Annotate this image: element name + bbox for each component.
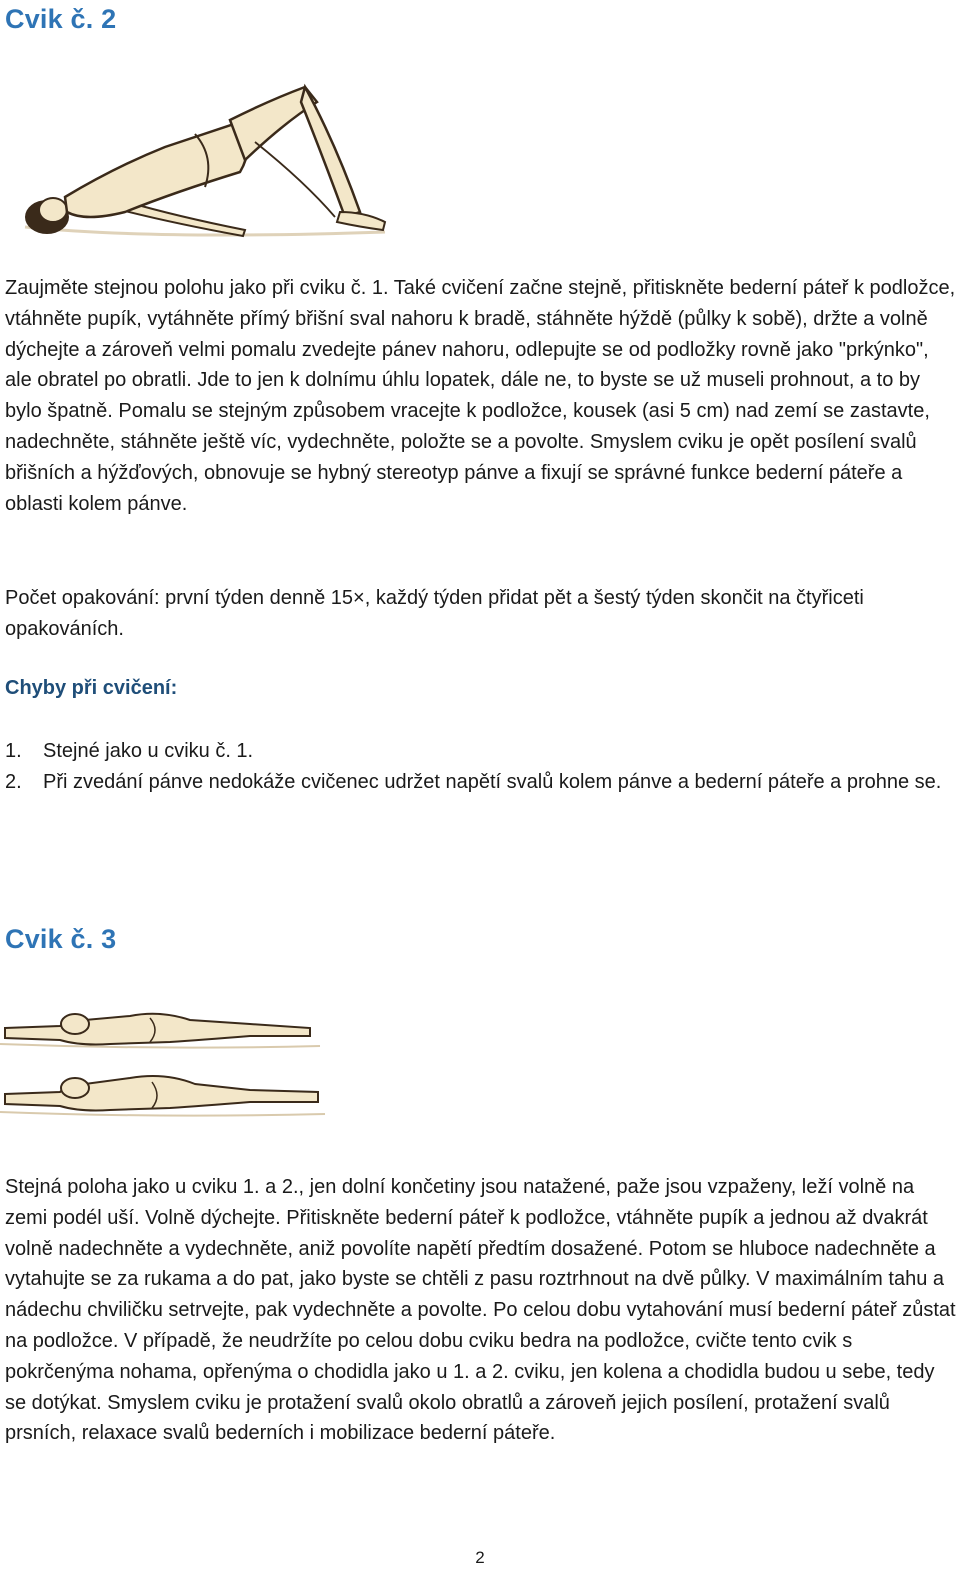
exercise-2-repetitions: Počet opakování: první týden denně 15×, každý týden přidat pět a šestý týden skončit na čtyřiceti opakováních. — [5, 587, 864, 640]
exercise-2-errors-heading: Chyby při cvičení: — [5, 677, 178, 699]
exercise-3-title: Cvik č. 3 — [5, 924, 117, 954]
list-item-number: 1. — [5, 740, 22, 762]
exercise-2-description: Zaujměte stejnou polohu jako při cviku č. 1. Také cvičení začne stejně, přitiskněte bederní páteř k podložce, vtáhněte pupík, vytáhněte přímý břišní sval nahoru k bradě, stáhněte hýždě (půlky k sobě), držte a volně dýchejte a zároveň velmi pomalu zvedejte pánev nahoru, odlepujte se od podložky rovně jako "prkýnko", ale obratel po obratli. Jde to jen k dolnímu úhlu lopatek, dále ne, to byste se už museli prohnout, a to by bylo špatně. Pomalu se stejným způsobem vracejte k podložce, kousek (asi 5 cm) nad zemí se zastavte, nadechněte, stáhněte ještě víc, vydechněte, položte se a povolte. Smyslem cviku je opět posílení svalů břišních a hýžďových, obnovuje se hybný stereotyp pánve a fixují se správné funkce bederní páteře a oblasti kolem pánve. — [5, 277, 956, 515]
list-item-text: Stejné jako u cviku č. 1. — [43, 740, 254, 762]
list-item — [5, 767, 957, 798]
list-item-number: 2. — [5, 770, 22, 793]
bridge-exercise-illustration — [5, 62, 400, 244]
exercise-3-description: Stejná poloha jako u cviku 1. a 2., jen dolní končetiny jsou natažené, paže jsou vzpaženy, leží volně na zemi podél uší. Volně dýchejte. Přitiskněte bederní páteř k podložce, vtáhněte pupík a jednou až dvakrát volně nadechněte a vydechněte, aniž povolíte napětí předtím dosažené. Potom se hluboce nadechněte a vytahujte se za rukama a do pat, jako byste se chtěli z pasu roztrhnout na dvě půlky. V maximálním tahu a nádechu chviličku setrvejte, pak vydechněte a povolte. Po celou dobu vytahování musí bederní páteř zůstat na podložce. V případě, že neudržíte po celou dobu cviku bedra na podložce, cvičte tento cvik s pokrčenýma nohama, opřenýma o chodidla jako u 1. a 2. cviku, jen kolena a chodidla budou u sebe, tedy se dotýkat. Smyslem cviku je protažení svalů okolo obratlů a zároveň jejich posílení, protažení svalů prsních, relaxace svalů bederních i mobilizace bederní páteře. — [5, 1176, 956, 1445]
exercise-2-errors-list — [5, 736, 957, 798]
list-item — [5, 736, 957, 767]
page-number: 2 — [475, 1548, 485, 1567]
exercise-2-title: Cvik č. 2 — [5, 4, 117, 34]
list-item-text: Při zvedání pánve nedokáže cvičenec udržet napětí svalů kolem pánve a bederní páteře a prohne se. — [43, 770, 942, 793]
stretch-exercise-illustration — [0, 988, 330, 1133]
